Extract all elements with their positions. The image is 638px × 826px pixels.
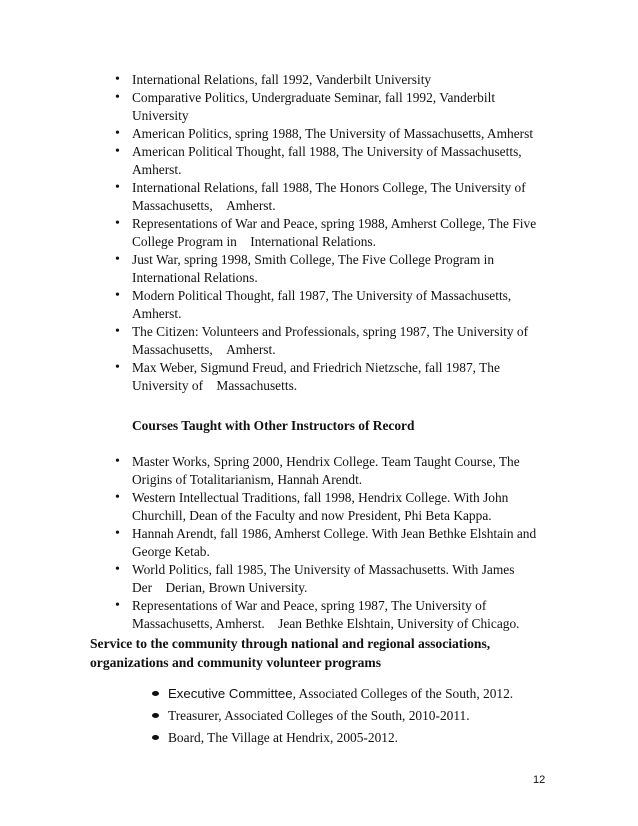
- list-item: • American Political Thought, fall 1988, The University of Massachusetts, Amherst.: [112, 143, 552, 179]
- list-item: • Comparative Politics, Undergraduate Seminar, fall 1992, Vanderbilt University: [112, 89, 552, 125]
- item-text: Treasurer, Associated Colleges of the South, 2010-2011.: [168, 708, 470, 723]
- item-text: Board, The Village at Hendrix, 2005-2012.: [168, 730, 399, 745]
- list-item: • International Relations, fall 1992, Vanderbilt University: [112, 71, 552, 89]
- list-item: • Representations of War and Peace, spring 1987, The University of Massachusetts, Amherst. Jean Bethke Elshtain, University of Chicago.: [112, 597, 552, 633]
- list-item: • American Politics, spring 1988, The University of Massachusetts, Amherst: [112, 125, 552, 143]
- list-item: • The Citizen: Volunteers and Professionals, spring 1987, The University of Massachusetts, Amherst.: [112, 323, 552, 359]
- list-item: • Hannah Arendt, fall 1986, Amherst College. With Jean Bethke Elshtain and George Ketab.: [112, 525, 552, 561]
- other-instructors-heading: Courses Taught with Other Instructors of Record: [132, 418, 415, 433]
- service-heading: Service to the community through national and regional associations, organizations and community volunteer programs: [90, 636, 491, 670]
- courses-taught-list: [112, 71, 552, 395]
- list-item: • Just War, spring 1998, Smith College, The Five College Program in International Relations.: [112, 251, 552, 287]
- item-text: , Associated Colleges of the South, 2012.: [292, 686, 514, 701]
- list-item: • World Politics, fall 1985, The University of Massachusetts. With James Der Derian, Brown University.: [112, 561, 552, 597]
- page-number: 12: [533, 774, 546, 786]
- courses-other-instructors-list: [112, 453, 552, 633]
- list-item: • Western Intellectual Traditions, fall 1998, Hendrix College. With John Churchill, Dean of the Faculty and now President, Phi Beta Kappa.: [112, 489, 552, 525]
- list-item: • International Relations, fall 1988, The Honors College, The University of Massachusetts, Amherst.: [112, 179, 552, 215]
- item-lead: Executive Committee: [168, 686, 293, 701]
- list-item: [150, 705, 570, 727]
- list-item: • Master Works, Spring 2000, Hendrix College. Team Taught Course, The Origins of Totalitarianism, Hannah Arendt.: [112, 453, 552, 489]
- list-item: [150, 727, 570, 749]
- list-item: • Max Weber, Sigmund Freud, and Friedrich Nietzsche, fall 1987, The University of Massachusetts.: [112, 359, 552, 395]
- list-item: • Modern Political Thought, fall 1987, The University of Massachusetts, Amherst.: [112, 287, 552, 323]
- service-list: [150, 683, 570, 749]
- list-item: [150, 683, 570, 705]
- list-item: • Representations of War and Peace, spring 1988, Amherst College, The Five College Program in International Relations.: [112, 215, 552, 251]
